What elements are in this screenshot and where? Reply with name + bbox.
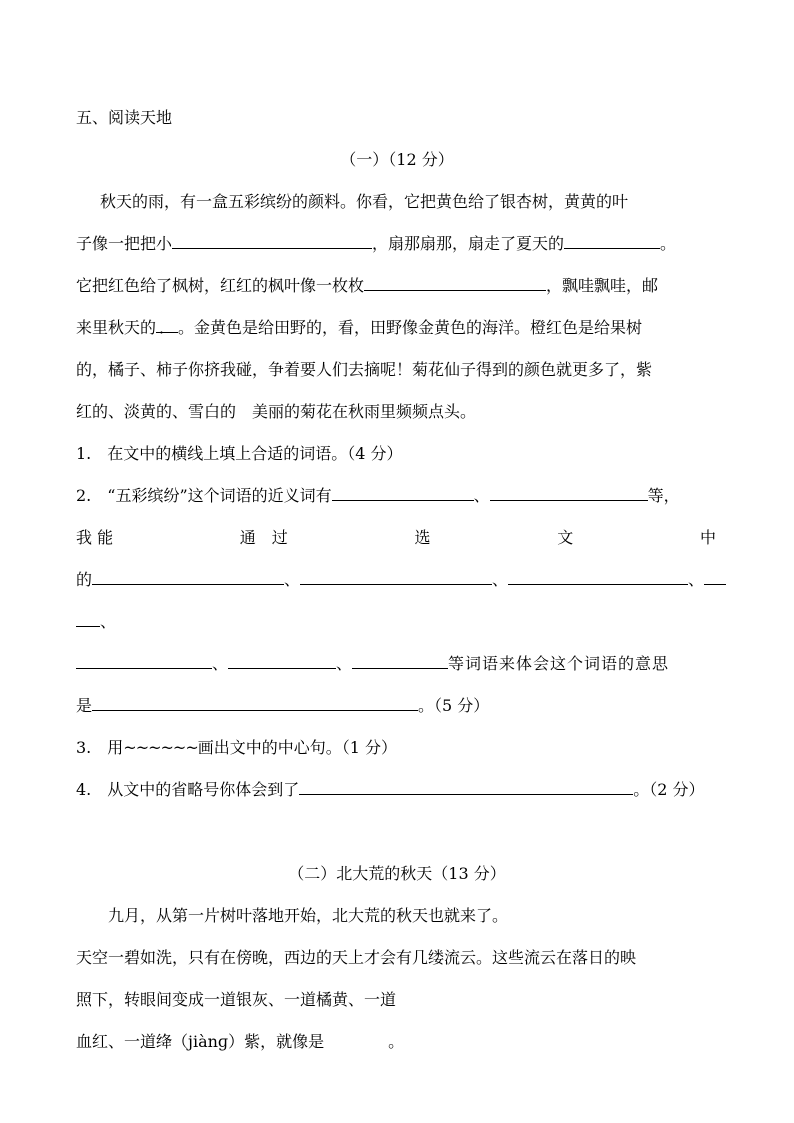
word: 选 [414, 528, 431, 547]
text: 、 [473, 486, 490, 505]
question-3 [76, 738, 397, 758]
passage1-line1: 秋天的雨，有一盒五彩缤纷的颜料。你看，它把黄色给了银杏树，黄黄的叶 [100, 192, 629, 211]
text: 、 [284, 570, 301, 589]
question-2-line6 [76, 696, 489, 716]
answer-blank[interactable] [76, 612, 100, 627]
section-title: 五、阅读天地 [76, 108, 173, 127]
answer-blank[interactable]: ． [156, 318, 178, 333]
word: 文 [557, 528, 574, 547]
part1-heading: （一）（12 分） [340, 150, 454, 169]
text: 等词语来体会这个词语的意思 [448, 654, 670, 673]
passage1-line2 [76, 234, 676, 254]
word: 通 过 [239, 528, 288, 547]
text: 3. 用 [76, 738, 124, 757]
text: 4. 从文中的省略号你体会到了 [76, 780, 300, 799]
text: 等， [647, 486, 680, 505]
passage1-line4 [76, 318, 642, 338]
question-2-line3 [76, 570, 726, 590]
text: 、 [336, 654, 353, 673]
question-2-line4 [76, 612, 116, 632]
text: ，扇那扇那，扇走了夏天的 [372, 234, 565, 253]
passage2-line2: 天空一碧如洗，只有在傍晚，西边的天上才会有几缕流云。这些流云在落日的映 [76, 948, 637, 967]
text: 它把红色给了枫树，红红的枫叶像一枚枚 [76, 276, 365, 295]
text: 血红、一道绛（jiànɡ）紫，就像是 [76, 1032, 325, 1051]
word: 中 [699, 528, 716, 547]
answer-blank[interactable] [172, 234, 372, 249]
answer-blank[interactable] [299, 780, 633, 795]
text: 画出文中的中心句。（1 分） [197, 738, 397, 757]
question-4 [76, 780, 705, 800]
text: 、 [688, 570, 705, 589]
passage2-line1: 九月，从第一片树叶落地开始，北大荒的秋天也就来了。 [108, 906, 509, 925]
answer-blank[interactable] [508, 570, 688, 585]
answer-blank[interactable] [364, 276, 546, 291]
question-2-line5 [76, 654, 669, 674]
text: 、 [492, 570, 509, 589]
text: 的 [76, 570, 93, 589]
text: 2. “五彩缤纷”这个词语的近义词有 [76, 486, 332, 505]
text: 。（2 分） [633, 780, 705, 799]
text: ，飘哇飘哇，邮 [546, 276, 659, 295]
wavy-line-symbol: ~~~~~~ [123, 738, 198, 757]
passage1-line3 [76, 276, 658, 296]
answer-blank[interactable] [332, 486, 474, 501]
passage2-line3: 照下，转眼间变成一道银灰、一道橘黄、一道 [76, 990, 397, 1009]
word: 我 能 [76, 528, 114, 547]
answer-blank[interactable] [76, 654, 212, 669]
question-1: 1. 在文中的横线上填上合适的词语。（4 分） [76, 444, 403, 463]
passage1-line6: 红的、淡黄的、雪白的 美丽的菊花在秋雨里频频点头。 [76, 402, 477, 421]
question-2 [76, 486, 680, 506]
text: 。（5 分） [418, 696, 490, 715]
text: 子像一把把小 [76, 234, 173, 253]
text: 。金黄色是给田野的，看，田野像金黄色的海洋。橙红色是给果树 [178, 318, 643, 337]
answer-blank[interactable] [564, 234, 660, 249]
text: 来里秋天的 [76, 318, 157, 337]
answer-blank[interactable] [490, 486, 648, 501]
answer-blank[interactable] [352, 654, 448, 669]
answer-blank[interactable] [92, 570, 284, 585]
answer-blank[interactable] [300, 570, 492, 585]
answer-blank[interactable] [704, 570, 726, 585]
question-2-spread-line [76, 528, 716, 548]
text: 、 [212, 654, 229, 673]
passage1-line5: 的，橘子、柿子你挤我碰，争着要人们去摘呢！菊花仙子得到的颜色就更多了，紫 [76, 360, 653, 379]
part2-heading: （二）北大荒的秋天（13 分） [288, 864, 506, 883]
answer-blank[interactable] [228, 654, 336, 669]
text: 、 [100, 612, 117, 631]
answer-blank[interactable] [92, 696, 418, 711]
text: 。 [388, 1032, 405, 1051]
text: 是 [76, 696, 93, 715]
text: 。 [660, 234, 677, 253]
passage2-line4 [76, 1032, 404, 1052]
